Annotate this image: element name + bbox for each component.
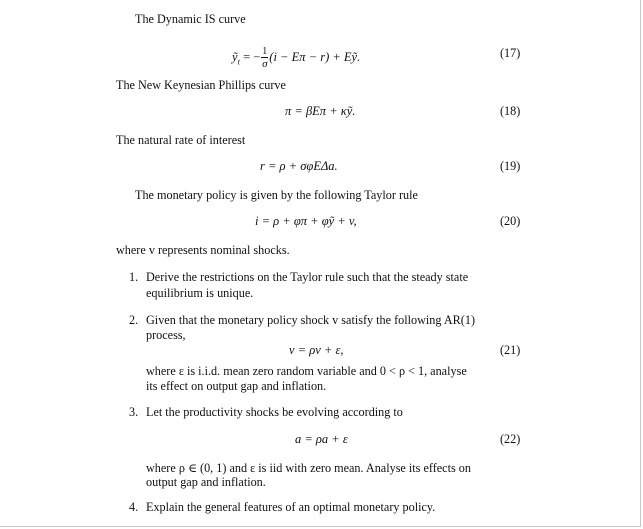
question-3-after-line-1: where ρ ∈ (0, 1) and ε is iid with zero mean. Analyse its effects on	[146, 461, 471, 475]
question-2-after-line-1: where ε is i.i.d. mean zero random variable and 0 < ρ < 1, analyse	[146, 364, 467, 378]
eq17-lhs: ỹ	[232, 49, 238, 64]
equation-22-number: (22)	[500, 432, 521, 446]
equation-17-number: (17)	[500, 46, 521, 60]
question-3-line-1: Let the productivity shocks be evolving according to	[146, 405, 403, 419]
question-2-after-line-2: its effect on output gap and inflation.	[146, 379, 327, 393]
equation-20-number: (20)	[500, 214, 521, 228]
question-3-number: 3.	[129, 405, 139, 419]
question-4-number: 4.	[129, 500, 139, 514]
nominal-shocks-note: where v represents nominal shocks.	[116, 243, 290, 257]
question-1-line-1: Derive the restrictions on the Taylor rule such that the steady state	[146, 270, 469, 284]
equation-22: a = ρa + ε	[295, 432, 348, 446]
eq17-fraction	[261, 46, 268, 70]
equation-19: r = ρ + σφEΔa.	[260, 159, 338, 173]
equation-20: i = ρ + φπ + φỹ + v,	[255, 214, 357, 228]
equation-17: ỹ$_t$ = − $\frac{1}{\sigma}$ (i − Eπ − r) + Eỹ.	[232, 46, 361, 70]
heading-is-curve: The Dynamic IS curve	[135, 12, 246, 26]
question-2-line-2: process,	[146, 328, 186, 342]
eq17-sign: = −	[243, 49, 261, 64]
eq17-rest: (i − Eπ − r) + Eỹ.	[269, 49, 361, 64]
question-1-number: 1.	[129, 270, 139, 284]
question-3-after-line-2: output gap and inflation.	[146, 475, 266, 489]
equation-21-number: (21)	[500, 343, 521, 357]
eq17-frac-den: σ	[262, 58, 268, 70]
question-1-line-2: equilibrium is unique.	[146, 286, 254, 300]
equation-18: π = βEπ + κỹ.	[285, 104, 356, 118]
equation-19-number: (19)	[500, 159, 521, 173]
equation-18-number: (18)	[500, 104, 521, 118]
question-2-line-1: Given that the monetary policy shock v satisfy the following AR(1)	[146, 313, 476, 327]
equation-21: v = ρv + ε,	[289, 343, 344, 357]
question-4-line-1: Explain the general features of an optimal monetary policy.	[146, 500, 436, 514]
eq17-frac-num: 1	[262, 46, 268, 57]
question-2-number: 2.	[129, 313, 139, 327]
heading-phillips-curve: The New Keynesian Phillips curve	[116, 78, 286, 92]
heading-natural-rate: The natural rate of interest	[116, 133, 246, 147]
heading-monetary-policy: The monetary policy is given by the following Taylor rule	[135, 188, 418, 202]
